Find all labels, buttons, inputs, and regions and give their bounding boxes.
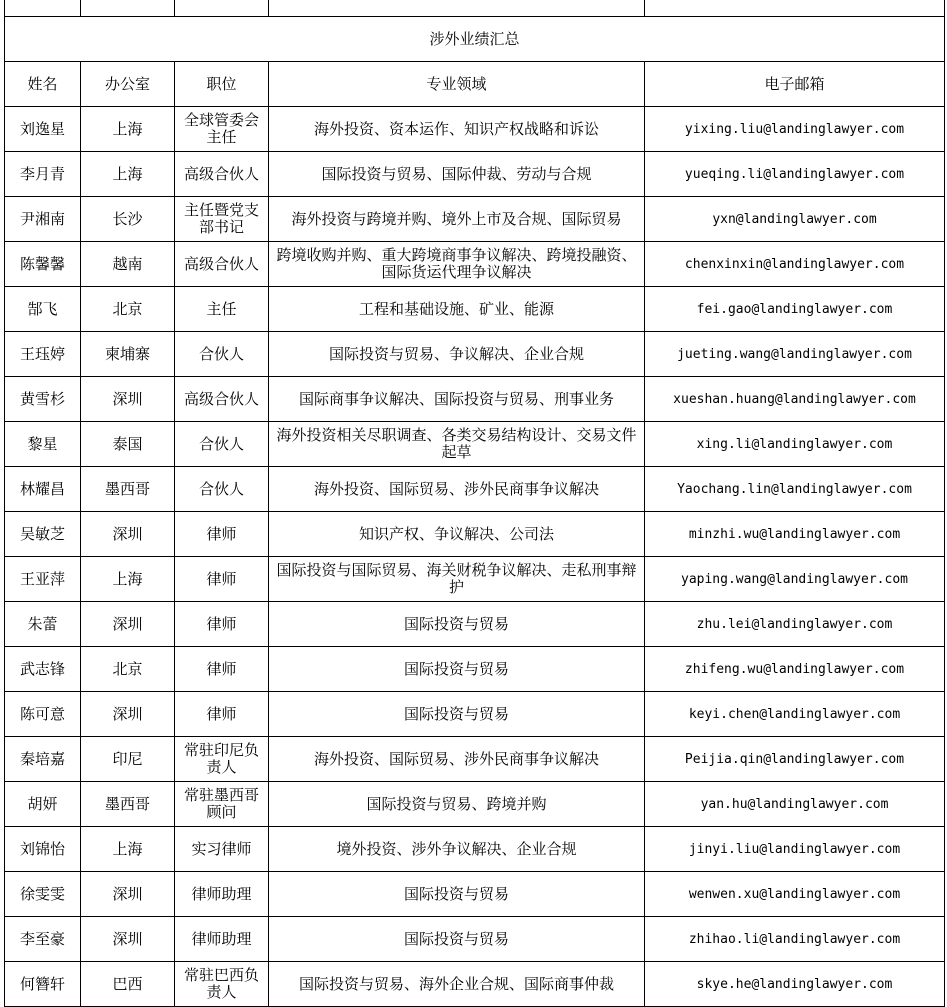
- cell-email: yaping.wang@landinglawyer.com: [645, 557, 945, 602]
- cell-email: zhu.lei@landinglawyer.com: [645, 602, 945, 647]
- cell-name: 李月青: [5, 152, 81, 197]
- cell-name: 黎星: [5, 422, 81, 467]
- cell-office: 上海: [81, 152, 175, 197]
- table-row: [5, 557, 945, 602]
- cell-position: 合伙人: [175, 467, 269, 512]
- cell-position: 律师: [175, 602, 269, 647]
- cell-email: minzhi.wu@landinglawyer.com: [645, 512, 945, 557]
- cell-email: skye.he@landinglawyer.com: [645, 962, 945, 1007]
- cell-name: 胡妍: [5, 782, 81, 827]
- cell-practice-area: 国际投资与贸易: [269, 872, 645, 917]
- cell-practice-area: 工程和基础设施、矿业、能源: [269, 287, 645, 332]
- header-email: 电子邮箱: [645, 62, 945, 107]
- cell-practice-area: 海外投资、国际贸易、涉外民商事争议解决: [269, 737, 645, 782]
- cell-name: 刘逸星: [5, 107, 81, 152]
- cell-office: 墨西哥: [81, 782, 175, 827]
- table-row: [5, 827, 945, 872]
- cell-practice-area: 境外投资、涉外争议解决、企业合规: [269, 827, 645, 872]
- cell-office: 深圳: [81, 602, 175, 647]
- cell-name: 秦培嘉: [5, 737, 81, 782]
- cell-name: 李至豪: [5, 917, 81, 962]
- cell-position: 律师助理: [175, 917, 269, 962]
- table-row: [5, 197, 945, 242]
- cell-practice-area: 知识产权、争议解决、公司法: [269, 512, 645, 557]
- table-row: [5, 647, 945, 692]
- cell-email: Peijia.qin@landinglawyer.com: [645, 737, 945, 782]
- cell-office: 深圳: [81, 872, 175, 917]
- table-row: [5, 872, 945, 917]
- table-header-row: [5, 62, 945, 107]
- cell-office: 墨西哥: [81, 467, 175, 512]
- cut-off-top-row: [5, 0, 945, 17]
- table-row: [5, 107, 945, 152]
- cell-name: 王亚萍: [5, 557, 81, 602]
- cell-practice-area: 国际投资与贸易、海外企业合规、国际商事仲裁: [269, 962, 645, 1007]
- cell-practice-area: 海外投资与跨境并购、境外上市及合规、国际贸易: [269, 197, 645, 242]
- cell-office: 柬埔寨: [81, 332, 175, 377]
- cell-practice-area: 国际投资与国际贸易、海关财税争议解决、走私刑事辩护: [269, 557, 645, 602]
- cell-email: yan.hu@landinglawyer.com: [645, 782, 945, 827]
- cell-practice-area: 国际投资与贸易、跨境并购: [269, 782, 645, 827]
- table-row: [5, 962, 945, 1007]
- cell-practice-area: 国际投资与贸易: [269, 917, 645, 962]
- cell-email: jinyi.liu@landinglawyer.com: [645, 827, 945, 872]
- table-row: [5, 152, 945, 197]
- table-row: [5, 377, 945, 422]
- cell-practice-area: 国际投资与贸易、争议解决、企业合规: [269, 332, 645, 377]
- cell-email: zhifeng.wu@landinglawyer.com: [645, 647, 945, 692]
- cell-office: 泰国: [81, 422, 175, 467]
- cell-practice-area: 国际投资与贸易、国际仲裁、劳动与合规: [269, 152, 645, 197]
- cell-name: 陈可意: [5, 692, 81, 737]
- cell-office: 深圳: [81, 512, 175, 557]
- cell-practice-area: 海外投资、资本运作、知识产权战略和诉讼: [269, 107, 645, 152]
- cell-email: Yaochang.lin@landinglawyer.com: [645, 467, 945, 512]
- cell-office: 深圳: [81, 917, 175, 962]
- cell-name: 朱蕾: [5, 602, 81, 647]
- cell-email: xueshan.huang@landinglawyer.com: [645, 377, 945, 422]
- cell-position: 高级合伙人: [175, 377, 269, 422]
- cell-position: 律师: [175, 692, 269, 737]
- cell-office: 深圳: [81, 377, 175, 422]
- table-row: [5, 422, 945, 467]
- cell-practice-area: 国际投资与贸易: [269, 647, 645, 692]
- cell-position: 合伙人: [175, 422, 269, 467]
- cell-email: zhihao.li@landinglawyer.com: [645, 917, 945, 962]
- cell-position: 律师: [175, 647, 269, 692]
- cell-email: jueting.wang@landinglawyer.com: [645, 332, 945, 377]
- cell-position: 实习律师: [175, 827, 269, 872]
- cell-email: yixing.liu@landinglawyer.com: [645, 107, 945, 152]
- cell-office: 长沙: [81, 197, 175, 242]
- cell-practice-area: 跨境收购并购、重大跨境商事争议解决、跨境投融资、国际货运代理争议解决: [269, 242, 645, 287]
- table-row: [5, 602, 945, 647]
- performance-summary-sheet: [4, 0, 944, 1007]
- table-row: [5, 782, 945, 827]
- cell-email: fei.gao@landinglawyer.com: [645, 287, 945, 332]
- cell-name: 郜飞: [5, 287, 81, 332]
- cell-office: 上海: [81, 827, 175, 872]
- cell-office: 深圳: [81, 692, 175, 737]
- cell-position: 律师: [175, 557, 269, 602]
- table-row: [5, 287, 945, 332]
- cell-position: 律师助理: [175, 872, 269, 917]
- header-name: 姓名: [5, 62, 81, 107]
- cell-office: 印尼: [81, 737, 175, 782]
- cell-name: 林耀昌: [5, 467, 81, 512]
- cell-email: wenwen.xu@landinglawyer.com: [645, 872, 945, 917]
- header-practice-area: 专业领域: [269, 62, 645, 107]
- summary-table: [4, 0, 945, 1007]
- cell-position: 常驻巴西负责人: [175, 962, 269, 1007]
- header-office: 办公室: [81, 62, 175, 107]
- cell-name: 刘锦怡: [5, 827, 81, 872]
- cell-practice-area: 海外投资相关尽职调查、各类交易结构设计、交易文件起草: [269, 422, 645, 467]
- table-row: [5, 917, 945, 962]
- cell-name: 陈馨馨: [5, 242, 81, 287]
- cell-name: 王珏婷: [5, 332, 81, 377]
- table-title: 涉外业绩汇总: [5, 17, 945, 62]
- cell-position: 合伙人: [175, 332, 269, 377]
- cell-email: chenxinxin@landinglawyer.com: [645, 242, 945, 287]
- cell-name: 黄雪杉: [5, 377, 81, 422]
- cell-name: 尹湘南: [5, 197, 81, 242]
- cell-office: 上海: [81, 107, 175, 152]
- cell-name: 徐雯雯: [5, 872, 81, 917]
- cell-name: 何簪轩: [5, 962, 81, 1007]
- cell-office: 巴西: [81, 962, 175, 1007]
- header-position: 职位: [175, 62, 269, 107]
- cell-position: 全球管委会主任: [175, 107, 269, 152]
- cell-email: keyi.chen@landinglawyer.com: [645, 692, 945, 737]
- cell-office: 北京: [81, 647, 175, 692]
- table-row: [5, 692, 945, 737]
- cell-position: 常驻印尼负责人: [175, 737, 269, 782]
- cell-practice-area: 海外投资、国际贸易、涉外民商事争议解决: [269, 467, 645, 512]
- cell-email: xing.li@landinglawyer.com: [645, 422, 945, 467]
- cell-position: 律师: [175, 512, 269, 557]
- table-row: [5, 467, 945, 512]
- cell-name: 吴敏芝: [5, 512, 81, 557]
- cell-position: 主任暨党支部书记: [175, 197, 269, 242]
- cell-position: 主任: [175, 287, 269, 332]
- cell-office: 越南: [81, 242, 175, 287]
- cell-practice-area: 国际投资与贸易: [269, 602, 645, 647]
- table-row: [5, 242, 945, 287]
- cell-office: 北京: [81, 287, 175, 332]
- table-title-row: [5, 17, 945, 62]
- cell-email: yueqing.li@landinglawyer.com: [645, 152, 945, 197]
- cell-office: 上海: [81, 557, 175, 602]
- cell-practice-area: 国际投资与贸易: [269, 692, 645, 737]
- cell-position: 常驻墨西哥顾问: [175, 782, 269, 827]
- cell-practice-area: 国际商事争议解决、国际投资与贸易、刑事业务: [269, 377, 645, 422]
- cell-position: 高级合伙人: [175, 242, 269, 287]
- table-row: [5, 737, 945, 782]
- cell-email: yxn@landinglawyer.com: [645, 197, 945, 242]
- cell-name: 武志锋: [5, 647, 81, 692]
- table-row: [5, 512, 945, 557]
- cell-position: 高级合伙人: [175, 152, 269, 197]
- table-row: [5, 332, 945, 377]
